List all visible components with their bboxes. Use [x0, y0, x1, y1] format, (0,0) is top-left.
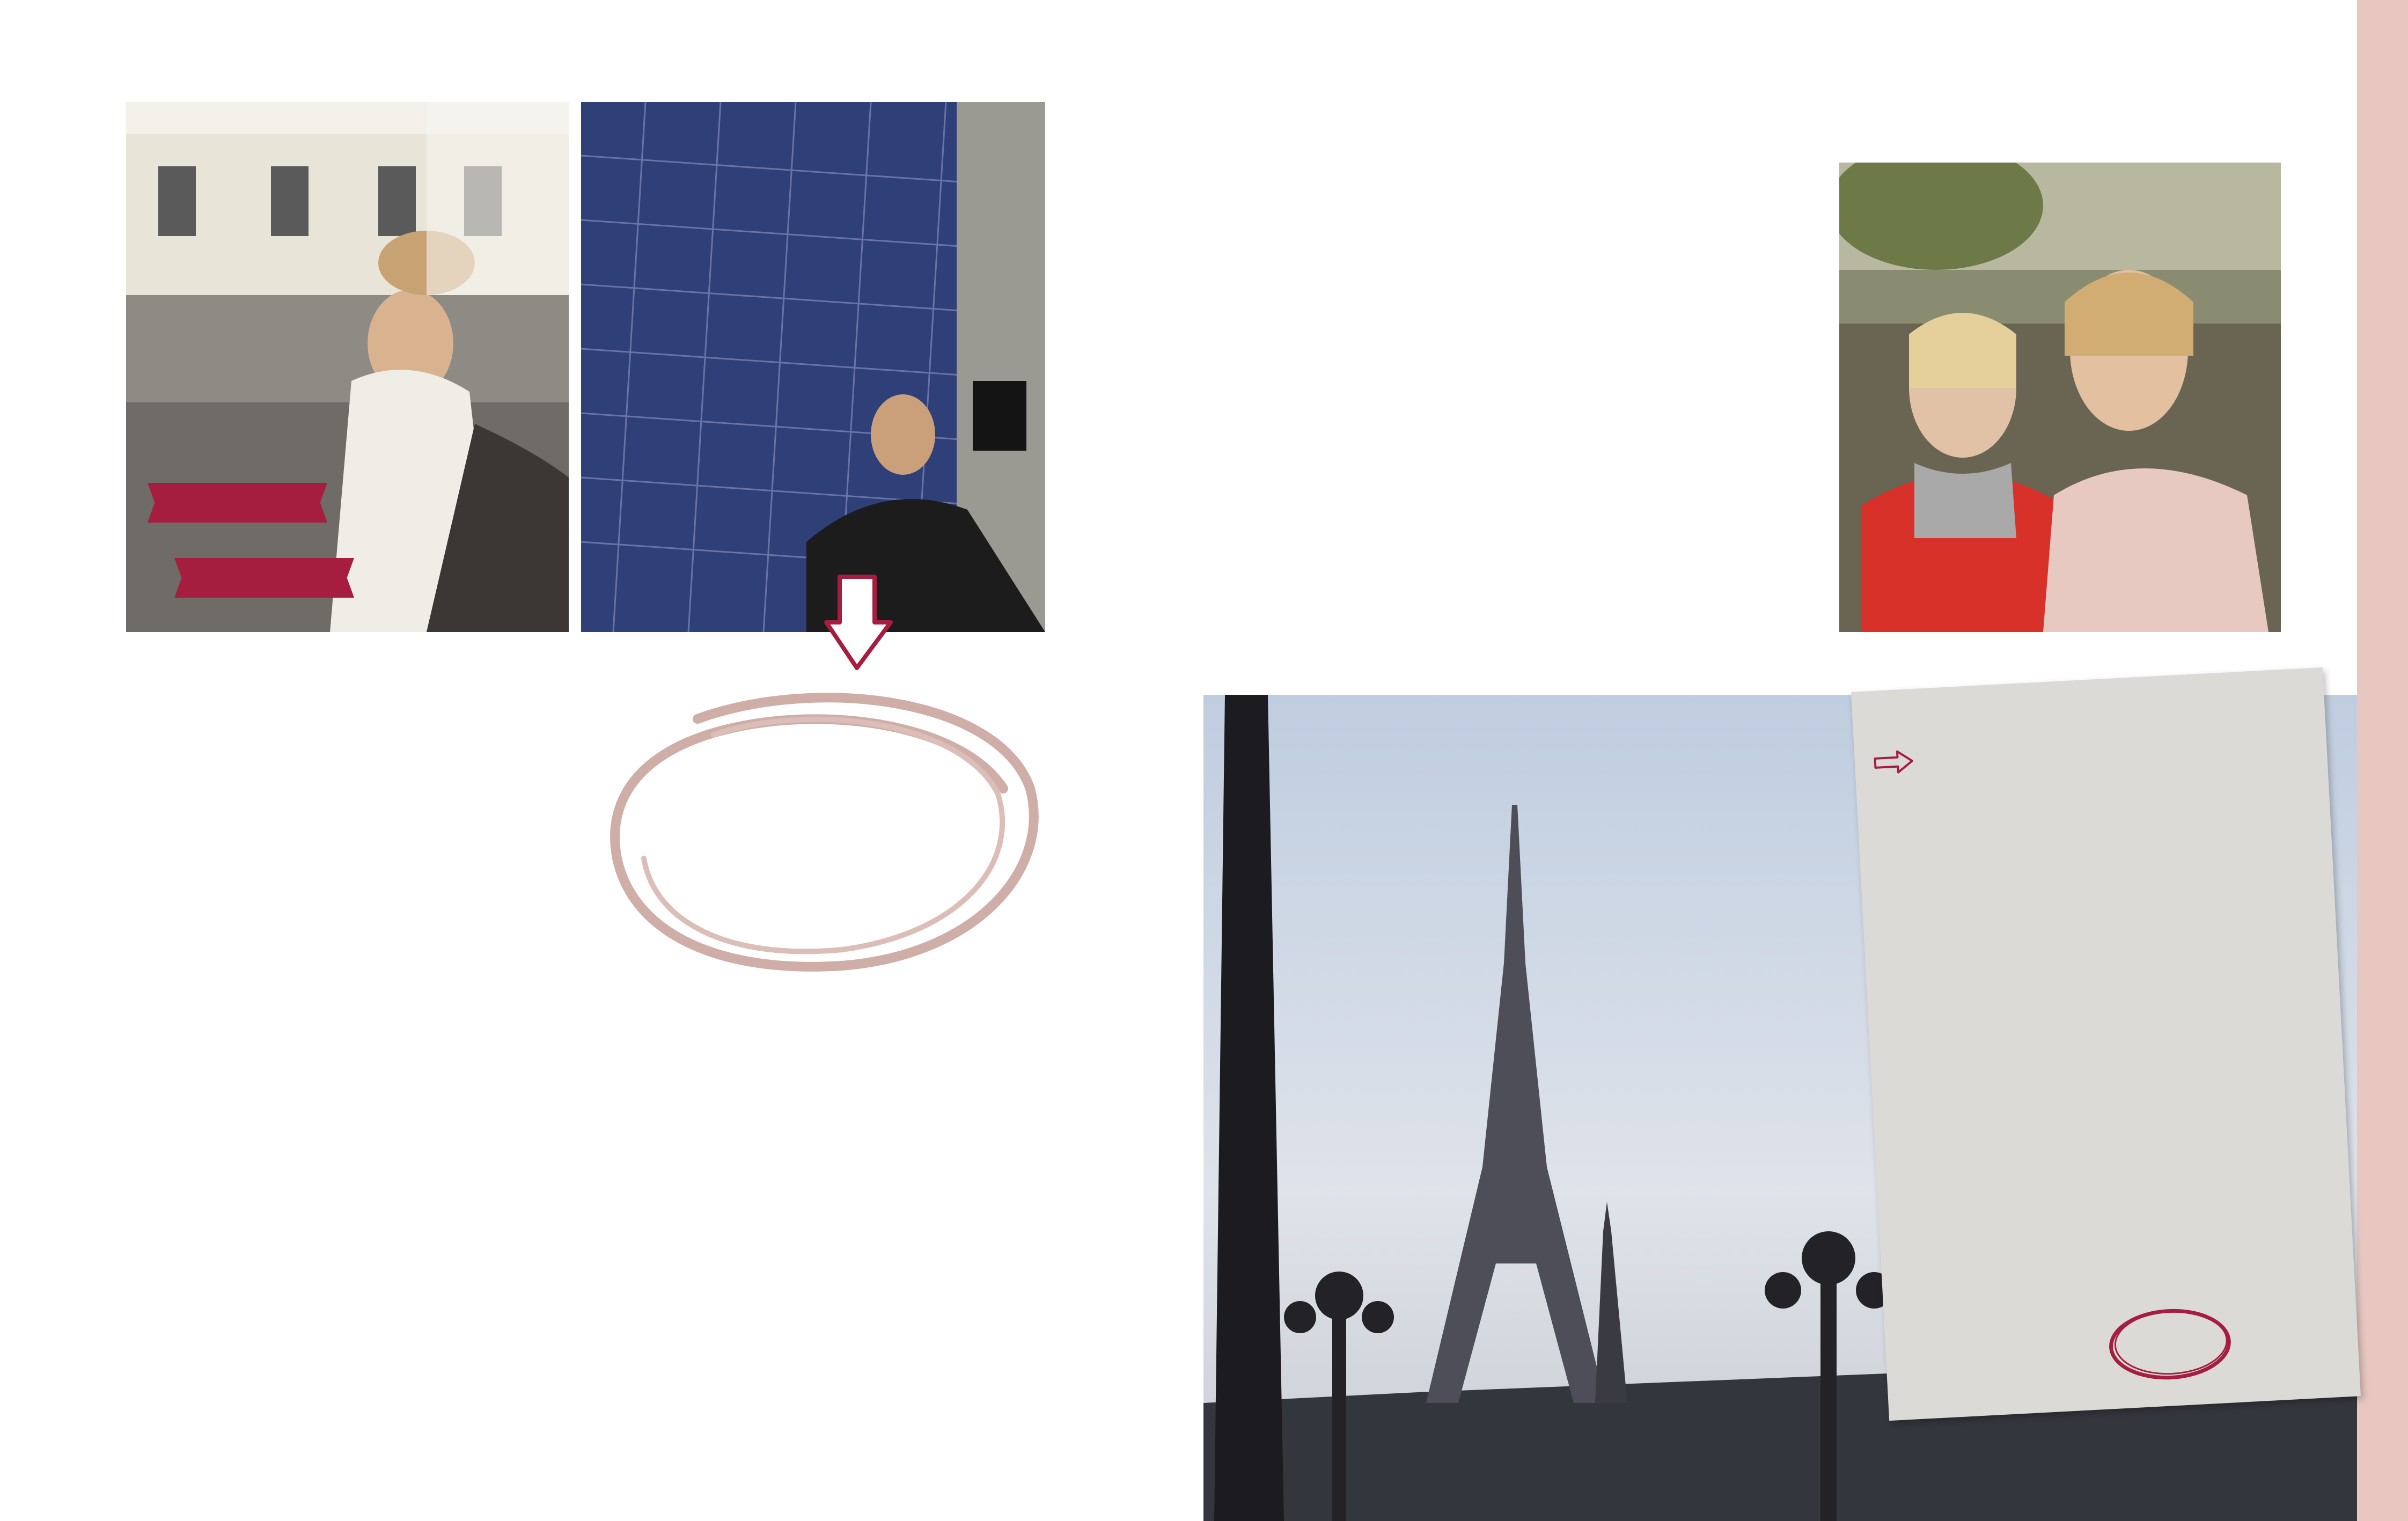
total-circle-icon	[2104, 1300, 2237, 1387]
photo-je-taime-wall	[581, 102, 1045, 632]
photo-croissant-street	[126, 102, 569, 632]
photo-denise	[1839, 163, 2281, 632]
scribble-circle-icon	[590, 681, 1052, 982]
page-edge-strip	[2357, 0, 2408, 1521]
arrow-right-icon	[1873, 749, 1914, 775]
star-icon	[2188, 59, 2207, 77]
kassensturz-card	[1851, 667, 2361, 1421]
arrow-down-icon	[824, 571, 893, 673]
left-page-header	[126, 59, 145, 77]
right-page-header	[2188, 59, 2207, 77]
total-badge	[2104, 1300, 2237, 1387]
price-tag-croissants	[148, 483, 327, 523]
price-tag-coffee	[174, 558, 354, 598]
star-icon	[126, 59, 145, 77]
kassensturz-list	[1851, 667, 2323, 692]
